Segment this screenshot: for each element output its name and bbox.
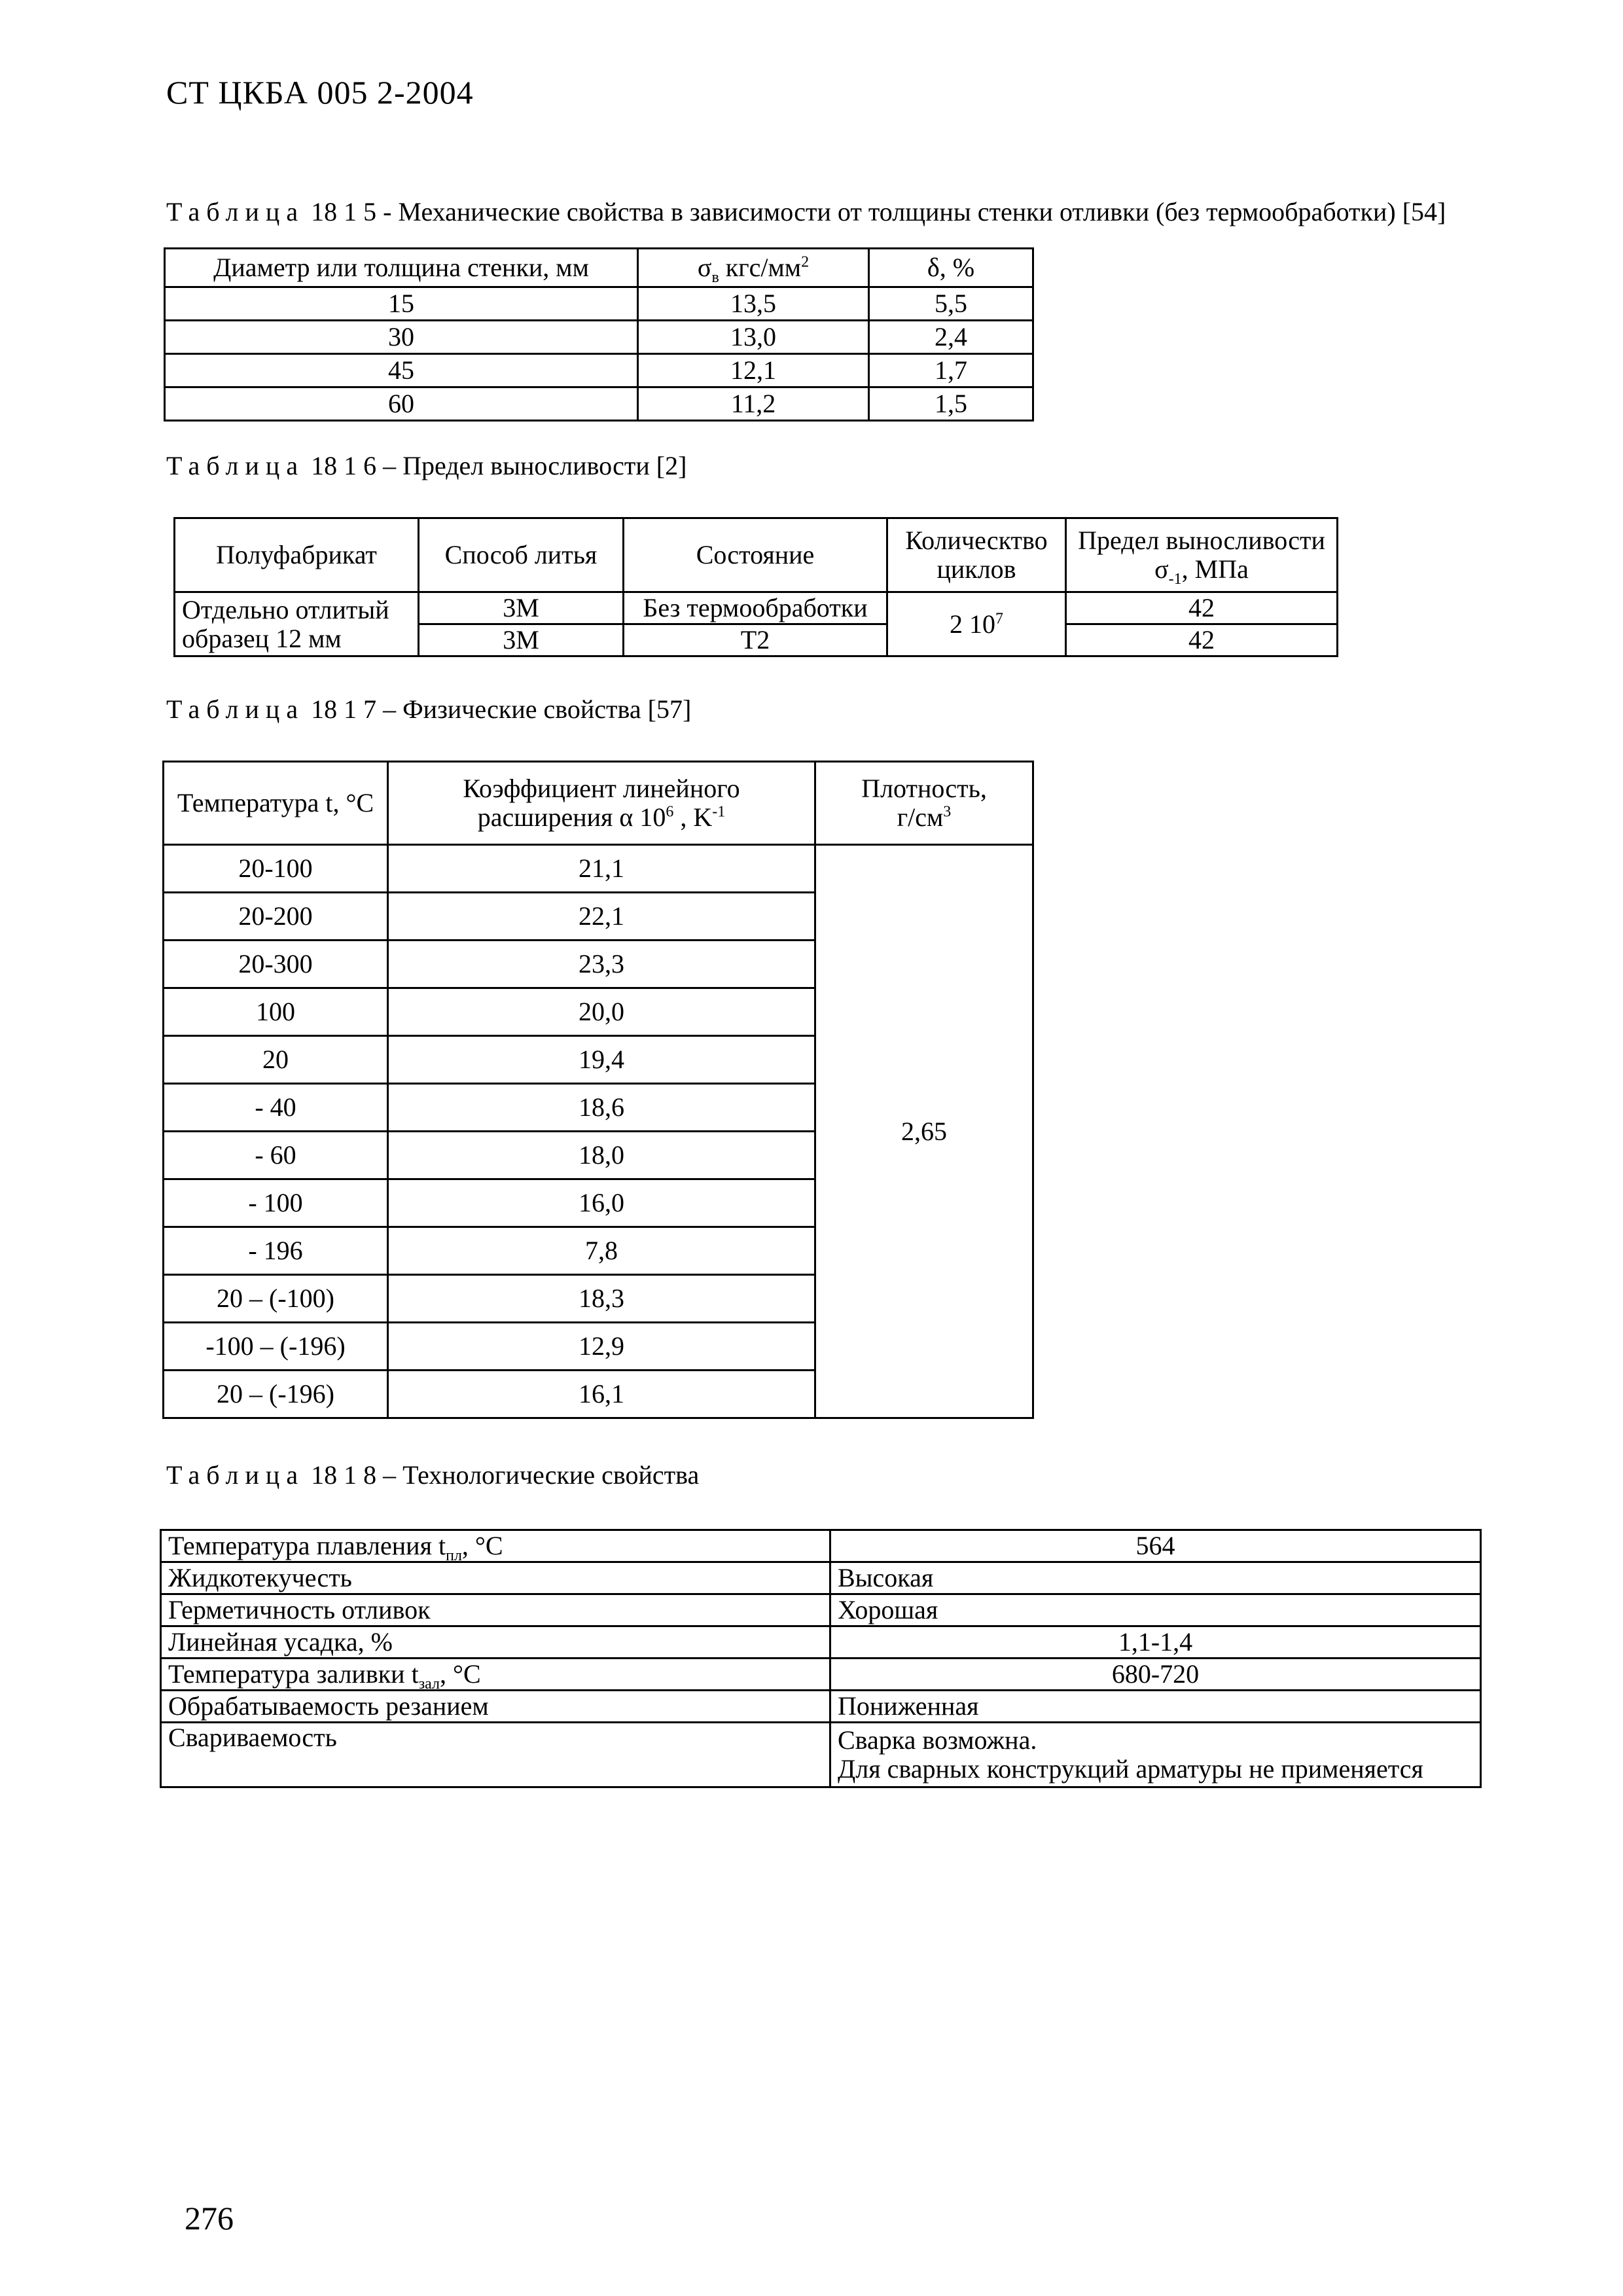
col-header-state: Состояние (624, 518, 887, 592)
table-cell: 20-100 (164, 845, 388, 893)
caption-title: – Технологические свойства (383, 1460, 700, 1490)
semi-product-cell: Отдельно отлитый образец 12 мм (175, 592, 419, 656)
property-value: 680-720 (830, 1659, 1481, 1691)
property-value: Сварка возможна. Для сварных конструкций арматуры не применяется (830, 1723, 1481, 1787)
table-cell: 12,9 (388, 1323, 815, 1371)
table-row (161, 1594, 1481, 1626)
property-label: Жидкотекучесть (161, 1562, 830, 1594)
property-label: Температура плавления $t_{пл}$, °C (161, 1530, 830, 1562)
page-number: 276 (185, 2200, 234, 2236)
table-cell: 18,0 (388, 1132, 815, 1179)
table-cell: 42 (1066, 592, 1338, 624)
table-header-row (165, 249, 1033, 287)
table-cell: 20 – (-196) (164, 1371, 388, 1418)
table-cell: 7,8 (388, 1227, 815, 1275)
table-cell: 18,6 (388, 1084, 815, 1132)
table-row (161, 1659, 1481, 1691)
table-row (161, 1691, 1481, 1723)
table-cell: Т2 (624, 624, 887, 656)
table-cell: 21,1 (388, 845, 815, 893)
table-cell: 20,0 (388, 988, 815, 1036)
table-18-1-8-caption (166, 1460, 699, 1490)
caption-prefix: Таблица (166, 197, 305, 226)
table-cell: 16,0 (388, 1179, 815, 1227)
table-row (164, 845, 1033, 893)
col-header-casting-method: Способ литья (419, 518, 624, 592)
table-cell: 12,1 (638, 354, 869, 387)
table-cell: 13,0 (638, 321, 869, 354)
caption-number: 18 1 8 (311, 1460, 377, 1490)
table-cell: 20-300 (164, 941, 388, 988)
table-row (161, 1626, 1481, 1659)
table-18-1-5 (164, 247, 1034, 422)
table-cell: 30 (165, 321, 638, 354)
table-cell: 16,1 (388, 1371, 815, 1418)
col-header-strength: $\sigma_в$ кгс/$мм^2$ (638, 249, 869, 287)
table-cell: 3М (419, 592, 624, 624)
table-row (165, 387, 1033, 421)
property-label: Герметичность отливок (161, 1594, 830, 1626)
caption-title: – Физические свойства [57] (383, 694, 692, 724)
table-row (175, 592, 1338, 624)
caption-number: 18 1 7 (311, 694, 377, 724)
table-cell: 42 (1066, 624, 1338, 656)
col-header-fatigue-limit: Предел выносливости $\sigma_{-1}$, МПа (1066, 518, 1338, 592)
table-header-row (164, 762, 1033, 845)
table-18-1-6 (173, 517, 1338, 657)
col-header-expansion: Коэффициент линейного расширения α $10^6$ , $K^{-1}$ (388, 762, 815, 845)
table-row (165, 287, 1033, 321)
property-label: Температура заливки $t_{зал}$, °C (161, 1659, 830, 1691)
table-cell: 3М (419, 624, 624, 656)
table-cell: 22,1 (388, 893, 815, 941)
table-cell: 45 (165, 354, 638, 387)
property-value: 1,1-1,4 (830, 1626, 1481, 1659)
property-label: Линейная усадка, % (161, 1626, 830, 1659)
table-18-1-7 (162, 761, 1034, 1419)
table-cell: - 196 (164, 1227, 388, 1275)
table-18-1-6-caption (166, 450, 687, 481)
table-cell: 20 – (-100) (164, 1275, 388, 1323)
table-cell: 23,3 (388, 941, 815, 988)
cycles-cell: 2 $10^7$ (887, 592, 1066, 656)
table-row (161, 1723, 1481, 1787)
col-header-elongation: δ, % (869, 249, 1033, 287)
table-cell: -100 – (-196) (164, 1323, 388, 1371)
table-cell: 100 (164, 988, 388, 1036)
caption-prefix: Таблица (166, 1460, 305, 1490)
table-cell: 60 (165, 387, 638, 421)
table-18-1-5-caption (166, 196, 1446, 227)
col-header-semi-product: Полуфабрикат (175, 518, 419, 592)
col-header-cycles: Колическтво циклов (887, 518, 1066, 592)
table-cell: 5,5 (869, 287, 1033, 321)
table-cell: - 100 (164, 1179, 388, 1227)
table-row (161, 1530, 1481, 1562)
table-cell: 2,4 (869, 321, 1033, 354)
caption-title: - Механические свойства в зависимости от толщины стенки отливки (без термообработки) [54] (383, 197, 1446, 226)
table-cell: - 40 (164, 1084, 388, 1132)
table-cell: 13,5 (638, 287, 869, 321)
caption-prefix: Таблица (166, 694, 305, 724)
table-cell: Без термообработки (624, 592, 887, 624)
table-cell: 18,3 (388, 1275, 815, 1323)
col-header-density: Плотность, $г/см^3$ (815, 762, 1033, 845)
property-label: Свариваемость (161, 1723, 830, 1787)
table-cell: - 60 (164, 1132, 388, 1179)
caption-prefix: Таблица (166, 451, 305, 480)
table-18-1-7-caption (166, 694, 691, 725)
caption-number: 18 1 6 (311, 451, 377, 480)
table-cell: 20 (164, 1036, 388, 1084)
table-cell: 1,7 (869, 354, 1033, 387)
col-header-thickness: Диаметр или толщина стенки, мм (165, 249, 638, 287)
property-value: Хорошая (830, 1594, 1481, 1626)
density-cell: 2,65 (815, 845, 1033, 1418)
table-cell: 20-200 (164, 893, 388, 941)
table-cell: 11,2 (638, 387, 869, 421)
property-value: Пониженная (830, 1691, 1481, 1723)
caption-number: 18 1 5 (311, 197, 377, 226)
table-header-row (175, 518, 1338, 592)
table-cell: 15 (165, 287, 638, 321)
caption-title: – Предел выносливости [2] (383, 451, 687, 480)
table-18-1-8 (160, 1529, 1482, 1788)
table-row (165, 321, 1033, 354)
property-value: Высокая (830, 1562, 1481, 1594)
property-value: 564 (830, 1530, 1481, 1562)
table-row (165, 354, 1033, 387)
col-header-temperature: Температура t, °C (164, 762, 388, 845)
property-label: Обрабатываемость резанием (161, 1691, 830, 1723)
table-cell: 19,4 (388, 1036, 815, 1084)
table-row (161, 1562, 1481, 1594)
document-code: СТ ЦКБА 005 2-2004 (166, 74, 474, 111)
table-cell: 1,5 (869, 387, 1033, 421)
